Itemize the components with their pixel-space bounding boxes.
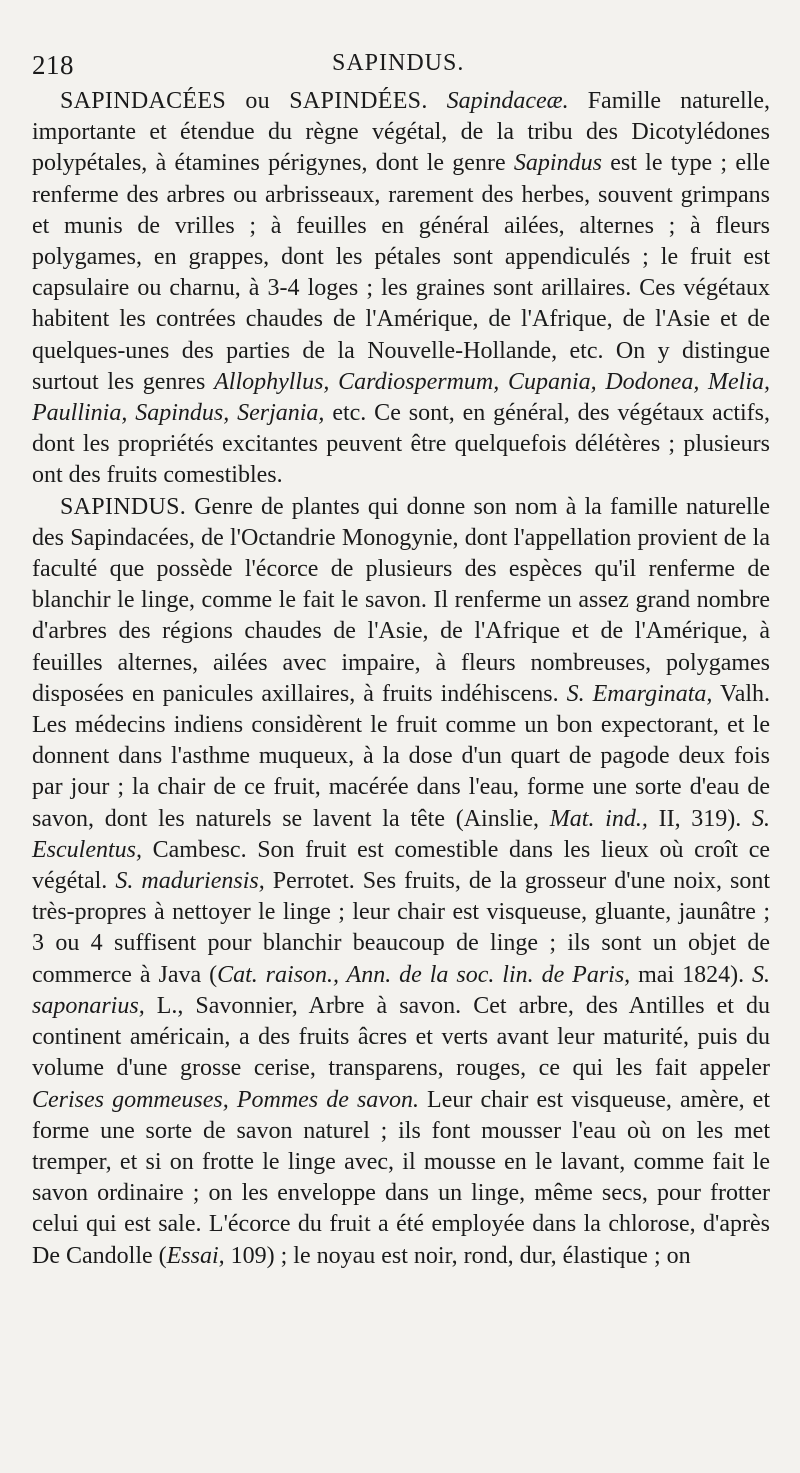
article-text: L., Savonnier, Arbre à savon. Cet arbre, des Antilles et du continent américain, a des fruits âcres et verts avant leur maturité, puis du volume d'une grosse cerise, transparens, rouges, ce qui les fait appeler xyxy=(32,992,771,1082)
species-name: S. Esculentus, xyxy=(32,805,771,863)
article-text: mai 1824). xyxy=(638,961,745,988)
latin-name: Sapindaceæ. xyxy=(446,88,569,114)
species-name: S. Emarginata, xyxy=(566,680,713,707)
page-header xyxy=(32,48,770,86)
article-text: 109) ; le noyau est noir, rond, dur, élastique ; on xyxy=(230,1242,691,1269)
reference: Essai, xyxy=(166,1242,225,1269)
article-text: Valh. Les médecins indiens considèrent le fruit comme un bon expectorant, et le donnent dans l'asthme muqueux, à la dose d'un quart de pagode deux fois par jour ; la chair de ce fruit, macérée dans l'eau, forme une sorte d'eau de savon, dont les naturels se lavent la tête (Ainslie, xyxy=(32,680,771,832)
common-names: Cerises gommeuses, Pommes de savon. xyxy=(32,1086,419,1113)
article-text: est le type ; elle renferme des arbres ou arbrisseaux, rarement des herbes, souvent grimpans et munis de vrilles ; à feuilles en général ailées, alternes ; à fleurs polygames, en grappes, dont les pétales sont appendiculés ; le fruit est capsulaire ou charnu, à 3-4 loges ; les graines sont arillaires. Ces végétaux habitent les contrées chaudes de l'Amérique, de l'Afrique, de l'Asie et de quelques-unes des parties de la Nouvelle-Hollande, etc. On y distingue surtout les genres xyxy=(32,150,771,395)
genus-name: Sapindus xyxy=(513,150,602,177)
article-text: Cambesc. Son fruit est comestible dans les lieux où croît ce végétal. xyxy=(32,836,770,895)
article-text: Genre de plantes qui donne son nom à la famille naturelle des Sapindacées, de l'Octandrie Monogynie, dont l'appellation provient de la faculté que possède l'écorce de plusieurs des espèces qu'il renferme de blanchir le linge, comme le fait le savon. Il renferme un assez grand nombre d'arbres des régions chaudes de l'Asie, de l'Afrique et de l'Amérique, à feuilles alternes, ailées avec impaire, à fleurs nombreuses, polygames disposées en panicules axillaires, à fruits indéhiscens. xyxy=(32,493,771,707)
article-text: Leur chair est visqueuse, amère, et forme une sorte de savon naturel ; ils font mousser l'eau où on les met tremper, et si on frotte le linge avec, il mousse en le lavant, comme fait le savon ordinaire ; on les enveloppe dans un linge, même secs, pour frotter celui qui est sale. L'écorce du fruit a été employée dans la chlorose, d'après De Candolle ( xyxy=(32,1086,770,1269)
running-head: SAPINDUS. xyxy=(332,50,465,76)
headword-sapindacees: SAPINDACÉES ou SAPINDÉES. xyxy=(60,88,428,114)
article-text: Famille naturelle, importante et étendue du règne végétal, de la tribu des Dicotylédones polypétales, à étamines périgynes, dont le genre xyxy=(32,88,771,177)
headword-sapindus: SAPINDUS. xyxy=(60,493,187,520)
article-text: II, 319). xyxy=(658,805,742,832)
article-text: Perrotet. Ses fruits, de la grosseur d'une noix, sont très-propres à nettoyer le linge ; leur chair est visqueuse, gluante, jaunâtre ; 3 ou 4 suffisent pour blanchir beaucoup de linge ; ils sont un objet de commerce à Java ( xyxy=(32,868,771,988)
article-sapindacees xyxy=(32,86,770,492)
page-number: 218 xyxy=(32,50,74,80)
article-text: etc. Ce sont, en général, des végétaux actifs, dont les propriétés excitantes peuvent être quelquefois délétères ; plusieurs ont des fruits comestibles. xyxy=(32,400,771,489)
reference: Mat. ind., xyxy=(549,805,648,832)
genera-list: Allophyllus, Cardiospermum, Cupania, Dodonea, Melia, Paullinia, Sapindus, Serjania, xyxy=(32,368,771,427)
article-sapindus xyxy=(32,492,770,1272)
species-name: S. saponarius, xyxy=(32,961,771,1019)
species-name: S. maduriensis, xyxy=(115,868,265,895)
document-page xyxy=(32,48,770,1272)
reference: Cat. raison., Ann. de la soc. lin. de Paris, xyxy=(217,961,631,988)
